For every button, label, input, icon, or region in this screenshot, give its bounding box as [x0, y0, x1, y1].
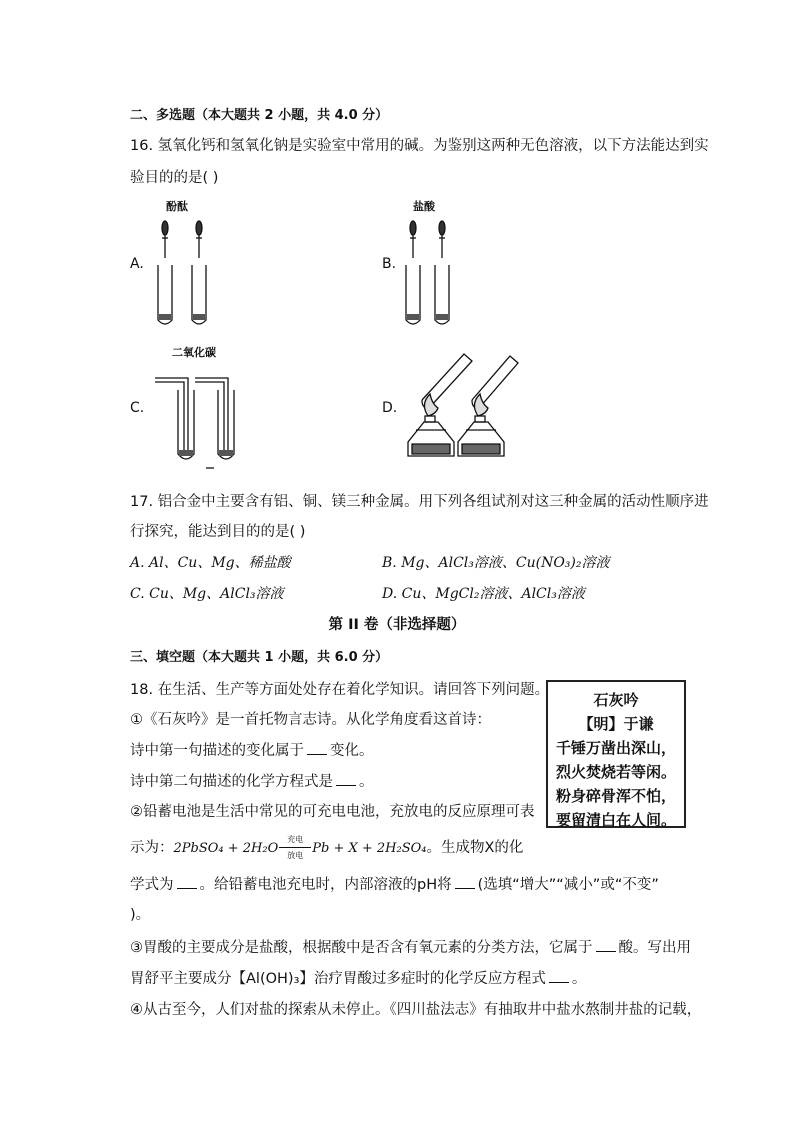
q18-part1-line3-tail: 。 [359, 774, 374, 790]
poem-line: 粉身碎骨浑不怕， [555, 787, 676, 805]
q18-part3-line2 [130, 967, 586, 988]
q16-option-c-figure [150, 372, 250, 470]
q16-option-a-reagent-label: 酚酞 [166, 200, 188, 213]
q18-part2-line2-tail: 。生成物X的化 [426, 840, 524, 856]
q16-option-a-letter: A. [130, 256, 144, 272]
q16-option-b-letter: B. [382, 256, 397, 272]
poem-line: 千锤万凿出深山， [555, 739, 676, 757]
q18-part1-line2-tail: 变化。 [330, 743, 374, 759]
q16-option-b-reagent-label: 盐酸 [413, 200, 435, 213]
q18-part4-line1: ④从古至今，人们对盐的探索从未停止。《四川盐法志》有抽取井中盐水熬制井盐的记载， [130, 1002, 702, 1018]
q18-part1-line1: ①《石灰吟》是一首托物言志诗。从化学角度看这首诗： [130, 712, 491, 728]
arrow-label-charge: 充电 [287, 835, 304, 844]
poem-title: 石灰吟 [593, 691, 639, 709]
q18-part1-line3-text: 诗中第二句描述的化学方程式是 [130, 774, 333, 790]
q16-stem-line2: 验目的的是( ) [130, 170, 219, 186]
answer-blank[interactable] [549, 972, 569, 983]
q18-part2-line3-text: 学式为 [130, 877, 174, 893]
poem-line: 烈火焚烧若等闲。 [555, 763, 676, 781]
q17-stem-line2: 行探究，能达到目的的是( ) [130, 524, 306, 540]
q18-part3-line1-text: ③胃酸的主要成分是盐酸，根据酸中是否含有氧元素的分类方法，它属于 [130, 940, 593, 956]
volume-2-title: 第 II 卷（非选择题） [328, 617, 466, 633]
q18-part3-line1 [130, 936, 691, 957]
q18-part2-line1: ②铅蓄电池是生活中常见的可充电电池，充放电的反应原理可表 [130, 804, 535, 820]
q16-option-c-reagent-label: 二氧化碳 [172, 346, 216, 359]
section-heading-fill-in: 三、填空题（本大题共 1 小题，共 6.0 分） [130, 650, 389, 665]
q18-part2-line3-mid: 。给铅蓄电池充电时，内部溶液的pH将 [199, 877, 452, 893]
equation-right-side: Pb + X + 2H₂SO₄ [312, 841, 427, 856]
q16-option-d-figure-alcohol-lamps [398, 348, 522, 470]
answer-blank[interactable] [177, 878, 197, 889]
q18-part2-line4: )。 [130, 907, 151, 923]
q16-option-d-letter: D. [382, 400, 398, 416]
section-heading-multiple-choice: 二、多选题（本大题共 2 小题，共 4.0 分） [130, 108, 389, 123]
q17-option-b: B. Mg、AlCl₃溶液、Cu(NO₃)₂溶液 [382, 555, 610, 571]
equation-left-side: 2PbSO₄ + 2H₂O [173, 841, 279, 856]
arrow-label-discharge: 放电 [287, 851, 304, 860]
answer-blank[interactable] [307, 744, 327, 755]
equation-arrow [278, 835, 312, 860]
q16-stem-line1: 16. 氢氧化钙和氢氧化钠是实验室中常用的碱。为鉴别这两种无色溶液，以下方法能达到实 [130, 138, 709, 154]
q18-part3-line1-tail: 酸。写出用 [618, 940, 691, 956]
q18-part1-line2 [130, 739, 374, 760]
q16-option-a-figure [148, 210, 218, 332]
q17-option-d: D. Cu、MgCl₂溶液、AlCl₃溶液 [382, 586, 585, 602]
q16-option-c-letter: C. [130, 400, 145, 416]
answer-blank[interactable] [455, 878, 475, 889]
q18-part2-line2 [130, 835, 524, 860]
q18-part2-line3 [130, 873, 659, 894]
q17-stem-line1: 17. 铝合金中主要含有铝、铜、镁三种金属。用下列各组试剂对这三种金属的活动性顺序进 [130, 494, 709, 510]
q18-part3-line2-tail: 。 [571, 971, 587, 987]
q17-option-a: A. Al、Cu、Mg、稀盐酸 [130, 555, 291, 571]
q18-part1-line3 [130, 770, 374, 791]
q16-option-b-figure [398, 210, 468, 332]
q18-part2-line3-tail: (选填“增大”“减小”或“不变” [477, 877, 659, 893]
answer-blank[interactable] [596, 941, 616, 952]
poem-line: 要留清白在人间。 [555, 811, 676, 829]
q18-part2-line2-prefix: 示为： [130, 840, 174, 856]
answer-blank[interactable] [336, 775, 356, 786]
q17-option-c: C. Cu、Mg、AlCl₃溶液 [130, 586, 284, 602]
q18-intro: 18. 在生活、生产等方面处处存在着化学知识。请回答下列问题。 [130, 682, 550, 698]
poem-author: 【明】于谦 [578, 715, 654, 733]
q18-part1-line2-text: 诗中第一句描述的变化属于 [130, 743, 304, 759]
poem-box [546, 680, 686, 828]
q18-part3-line2-text: 胃舒平主要成分【Al(OH)₃】治疗胃酸过多症时的化学反应方程式 [130, 971, 546, 987]
